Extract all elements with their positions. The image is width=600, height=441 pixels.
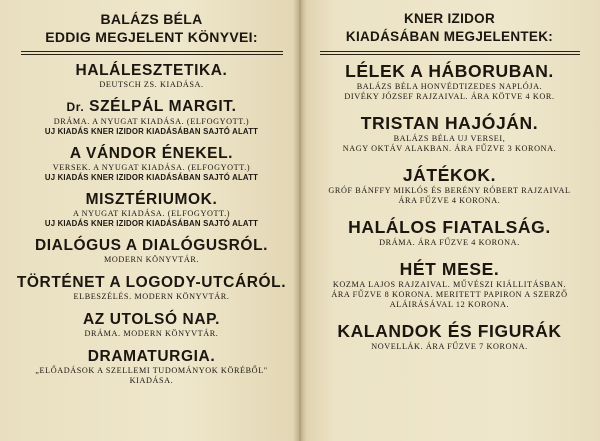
book-note: DEUTSCH ZS. KIADÁSA. [99,79,204,89]
left-header-line1: BALÁZS BÉLA [100,11,203,27]
book-title: TÖRTÉNET A LOGODY-UTCÁRÓL. [16,273,287,291]
book-note: DRÁMA. MODERN KÖNYVTÁR. [84,328,219,338]
left-page [0,0,299,441]
book-title: DIALÓGUS A DIALÓGUSRÓL. [34,236,269,254]
book-note: NOVELLÁK. ÁRA FŰZVE 7 KORONA. [371,341,528,351]
right-page [299,0,600,441]
book-entry [14,347,289,386]
right-header-line1: KNER IZIDOR [403,11,496,26]
book-title: DRAMATURGIA. [87,347,216,365]
book-entry [14,236,289,265]
book-note: NAGY OKTÁV ALAKBAN. ÁRA FŰZVE 3 KORONA. [342,143,557,153]
book-note: GRÓF BÁNFFY MIKLÓS ÉS BERÉNY RÓBERT RAJZAIVAL [328,185,571,195]
book-title: MISZTÉRIUMOK. [85,190,218,208]
book-reprint-note: UJ KIADÁS KNER IZIDOR KIADÁSÁBAN SAJTÓ ALATT [44,126,259,136]
book-title: TRISTAN HAJÓJÁN. [360,112,539,133]
book-entry [14,190,289,229]
left-header-line2: EDDIG MEGJELENT KÖNYVEI: [45,29,258,45]
book-title: A VÁNDOR ÉNEKEL. [69,144,234,162]
title-main: SZÉLPÁL MARGIT. [84,97,237,115]
right-header-line2: KIADÁSÁBAN MEGJELENTEK: [345,29,554,44]
left-header [14,10,289,46]
book-entry [14,310,289,339]
title-prefix: Dr. [66,99,85,114]
book-note: DRÁMA. ÁRA FŰZVE 4 KORONA. [379,237,520,247]
book-note: KIADÁSA. [129,375,174,385]
book-title: HALÁLESZTETIKA. [75,61,228,79]
book-entry [311,165,588,206]
book-note: ÁRA FŰZVE 4 KORONA. [398,195,501,205]
book-reprint-note: UJ KIADÁS KNER IZIDOR KIADÁSÁBAN SAJTÓ ALATT [44,218,259,228]
book-title: JÁTÉKOK. [402,164,497,185]
book-note: BALÁZS BÉLA HONVÉDTIZEDES NAPLÓJA. [356,81,543,91]
right-header-rule [320,51,580,55]
left-header-rule [21,51,283,55]
book-note: ELBESZÉLÉS. MODERN KÖNYVTÁR. [73,291,230,301]
book-note: „ELŐADÁSOK A SZELLEMI TUDOMÁNYOK KÖRÉBŐL" [35,365,268,375]
book-entry [311,321,588,352]
book-note: ALÁIRÁSÁVAL 12 KORONA. [389,299,510,309]
book-title: KALANDOK ÉS FIGURÁK [337,320,562,341]
book-note: DRÁMA. A NYUGAT KIADÁSA. (ELFOGYOTT.) [53,116,250,126]
book-note: KOZMA LAJOS RAJZAIVAL. MŰVÉSZI KIÁLLITÁSBAN. [332,279,567,289]
right-header [311,10,588,46]
book-entry [14,144,289,183]
book-title [14,97,289,117]
book-entry [14,97,289,137]
book-title: HALÁLOS FIATALSÁG. [348,216,551,237]
book-note: A NYUGAT KIADÁSA. (ELFOGYOTT.) [72,208,231,218]
book-note: VERSEK. A NYUGAT KIADÁSA. (ELFOGYOTT.) [52,162,251,172]
book-note: ÁRA FŰZVE 8 KORONA. MERITETT PAPIRON A SZERZŐ [331,289,568,299]
book-entry [14,61,289,90]
book-entry [311,61,588,102]
book-title: AZ UTOLSÓ NAP. [82,310,220,328]
book-title: HÉT MESE. [399,258,500,279]
book-note: MODERN KÖNYVTÁR. [103,254,200,264]
book-gutter [293,0,307,441]
book-entry [311,113,588,154]
book-entry [14,273,289,302]
book-reprint-note: UJ KIADÁS KNER IZIDOR KIADÁSÁBAN SAJTÓ ALATT [44,172,259,182]
book-entry [311,217,588,248]
book-title: LÉLEK A HÁBORUBAN. [345,60,554,81]
book-note: BALÁZS BÉLA UJ VERSEI, [393,133,506,143]
book-note: DIVÉKY JÓZSEF RAJZAIVAL. ÁRA KÖTVE 4 KOR. [344,91,555,101]
book-entry [311,259,588,310]
